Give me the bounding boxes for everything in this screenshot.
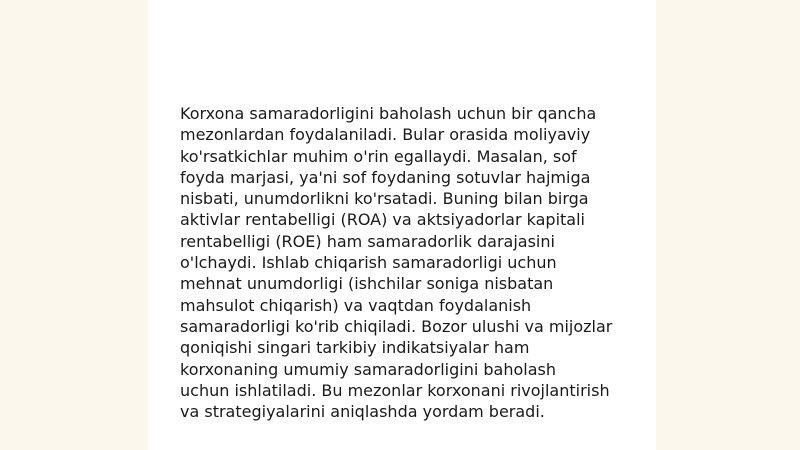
document-page — [148, 0, 656, 450]
body-paragraph: Korxona samaradorligini baholash uchun bir qancha mezonlardan foydalaniladi. Bular orasida moliyaviy ko'rsatkichlar muhim o'rin egallaydi. Masalan, sof foyda marjasi, ya'ni sof foydaning sotuvlar hajmiga nisbati, unumdorlikni ko'rsatadi. Buning bilan birga aktivlar rentabelligi (ROA) va aktsiyadorlar kapitali rentabelligi (ROE) ham samaradorlik darajasini o'lchaydi. Ishlab chiqarish samaradorligi uchun mehnat unumdorligi (ishchilar soniga nisbatan mahsulot chiqarish) va vaqtdan foydalanish samaradorligi ko'rib chiqiladi. Bozor ulushi va mijozlar qoniqishi singari tarkibiy indikatsiyalar ham korxonaning umumiy samaradorligini baholash uchun ishlatiladi. Bu mezonlar korxonani rivojlantirish va strategiyalarini aniqlashda yordam beradi. — [180, 104, 613, 422]
